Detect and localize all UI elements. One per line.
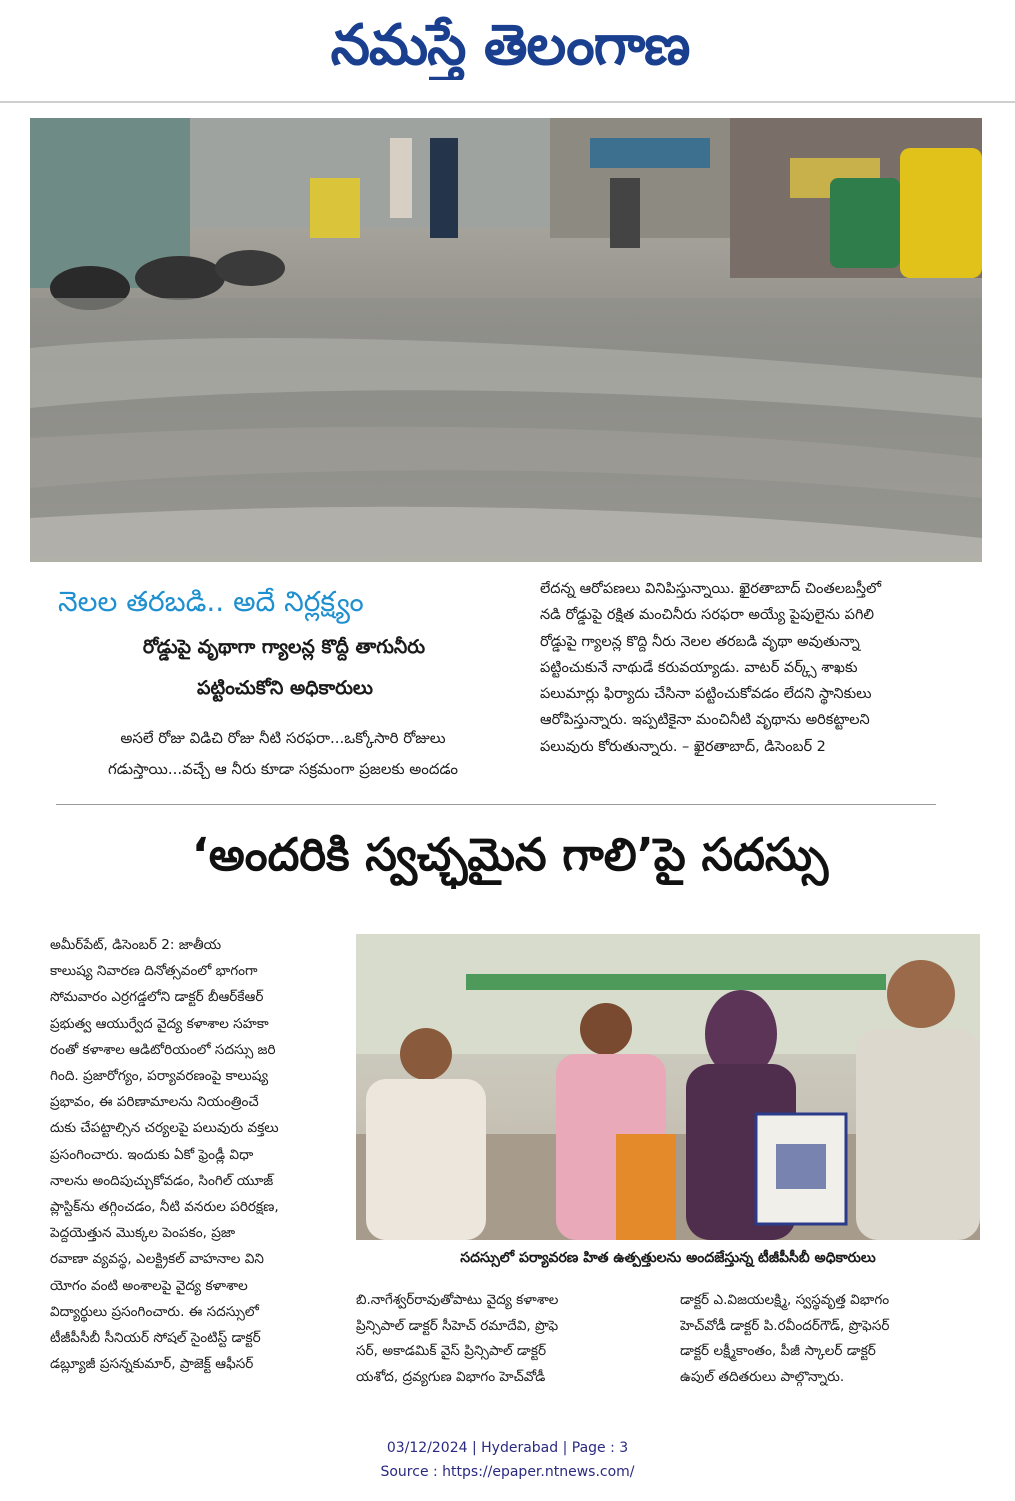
masthead-divider [0,101,1015,103]
story1-body-line: లేదన్న ఆరోపణలు వినిపిస్తున్నాయి. ఖైరతాబాద్ చింతలబస్తీలో [540,581,882,597]
story1-lead-2: గడుస్తాయి...వచ్చే ఆ నీరు కూడా సక్రమంగా ప్రజలకు అందడం [108,760,458,778]
story2-line: నాలను అందిపుచ్చుకోవడం, సింగిల్ యూజ్ [50,1172,274,1189]
newspaper-logo: నమస్తే తెలంగాణ [330,12,690,78]
story2-line: యశోద, ద్రవ్యగుణ విభాగం హెచ్‌వోడీ [356,1368,546,1385]
story1-body-line: నడి రోడ్డుపై రక్షిత మంచినీరు సరఫరా అయ్యే పైపులైను పగిలి [540,607,875,624]
story2-right-column [680,1288,980,1390]
story2-line: దుకు చేపట్టాల్సిన చర్యలపై పలువురు వక్తలు [50,1120,279,1137]
story1-body-line: ఆరోపిస్తున్నారు. ఇప్పటికైనా మంచినీటి వృథాను అరికట్టాలని [540,712,870,729]
street-water-photo [30,118,982,562]
story1-subhead-2: పట్టించుకోని అధికారులు [197,677,373,699]
footer-date-page: 03/12/2024 | Hyderabad | Page : 3 [386,1440,629,1456]
story2-line: ప్రసంగించారు. ఇందుకు ఏకో ఫ్రెండ్లీ విధా [50,1146,254,1163]
story2-line: యోగం వంటి అంశాలపై వైద్య కళాశాల [50,1277,248,1294]
story2-line: రవాణా వ్యవస్థ, ఎలక్ట్రికల్ వాహనాల విని [50,1251,264,1268]
story2-line: పెద్దయెత్తున మొక్కల పెంపకం, ప్రజా [50,1225,236,1242]
story2-line: కాలుష్య నివారణ దినోత్సవంలో భాగంగా [50,963,258,980]
story2-line: సోమవారం ఎర్రగడ్డలోని డాక్టర్ బీఆర్‌కేఆర్ [50,989,264,1006]
story1-lead-1: అసలే రోజు విడిచి రోజు నీటి సరఫరా...ఒక్కోసారి రోజులు [120,729,446,747]
story1-body-line: పలువురు కోరుతున్నారు. – ఖైరతాబాద్, డిసెంబర్ 2 [540,738,826,755]
story2-line: ఉపుల్ తదితరులు పాల్గొన్నారు. [680,1368,845,1385]
footer-source: Source : https://epaper.ntnews.com/ [380,1464,635,1480]
seminar-photo-caption: సదస్సులో పర్యావరణ హిత ఉత్పత్తులను అందజేస్తున్న టీజీపీసీబీ అధికారులు [460,1250,876,1266]
story2-line: డాక్టర్ ఎ.విజయలక్ష్మి, స్వస్థవృత్త విభాగం [680,1292,890,1308]
story2-headline: ‘అందరికి స్వచ్ఛమైన గాలి’పై సదస్సు [191,828,829,881]
story2-line: ప్రభావం, ఈ పరిణామాలను నియంత్రించే [50,1094,259,1111]
story1-body-line: రోడ్డుపై గ్యాలన్ల కొద్ది నీరు నెలల తరబడి వృథా అవుతున్నా [540,633,860,650]
story2-line: అమీర్‌పేట్, డిసెంబర్ 2: జాతీయ [50,937,222,953]
story2-line: ప్రభుత్వ ఆయుర్వేద వైద్య కళాశాల సహకా [50,1015,269,1032]
masthead [0,0,1015,100]
story1-body-line: పట్టించుకునే నాథుడే కరువయ్యాడు. వాటర్ వర్క్స్ శాఖకు [540,659,858,676]
story2-line: సర్, అకాడమిక్ వైస్ ప్రిన్సిపాల్ డాక్టర్ [356,1343,547,1359]
story2-line: విద్యార్థులు ప్రసంగించారు. ఈ సదస్సులో [50,1303,259,1320]
story1-subhead-1: రోడ్డుపై వృథాగా గ్యాలన్ల కొద్దీ తాగునీరు [142,636,426,658]
seminar-photo [356,934,980,1240]
story2-line: బి.నాగేశ్వర్‌రావుతోపాటు వైద్య కళాశాల [356,1292,559,1308]
story2-line: డాక్టర్ లక్ష్మీకాంతం, పీజీ స్కాలర్ డాక్టర్ [680,1343,876,1359]
story1-body-line: పలుమార్లు ఫిర్యాదు చేసినా పట్టించుకోవడం లేదని స్థానికులు [540,686,872,703]
story2-line: గింది. ప్రజారోగ్యం, పర్యావరణంపై కాలుష్య [50,1068,269,1085]
story2-line: ప్రిన్సిపాల్ డాక్టర్ సీహెచ్ రమాదేవి, ప్రొఫె [356,1317,559,1334]
story2-line: ప్లాస్టిక్‌ను తగ్గించడం, నీటి వనరుల పరిరక్షణ, [50,1199,279,1216]
story1-body [540,576,970,760]
story2-mid-column [356,1288,656,1390]
story1-headline: నెలల తరబడి.. అదే నిర్లక్ష్యం [58,585,364,618]
story2-left-column [50,932,340,1377]
story2-line: హెచ్‌వోడీ డాక్టర్ పి.రవీందర్‌గౌడ్, ప్రొఫెసర్ [680,1317,890,1334]
story2-line: రంతో కళాశాల ఆడిటోరియంలో సదస్సు జరి [50,1041,276,1058]
section-divider [56,804,936,805]
story2-line: టీజీపీసీబీ సీనియర్ సోషల్ సైంటిస్ట్ డాక్టర్ [50,1330,261,1347]
story2-line: డబ్ల్యూజీ ప్రసన్నకుమార్, ప్రాజెక్ట్ ఆఫీసర్ [50,1356,254,1373]
